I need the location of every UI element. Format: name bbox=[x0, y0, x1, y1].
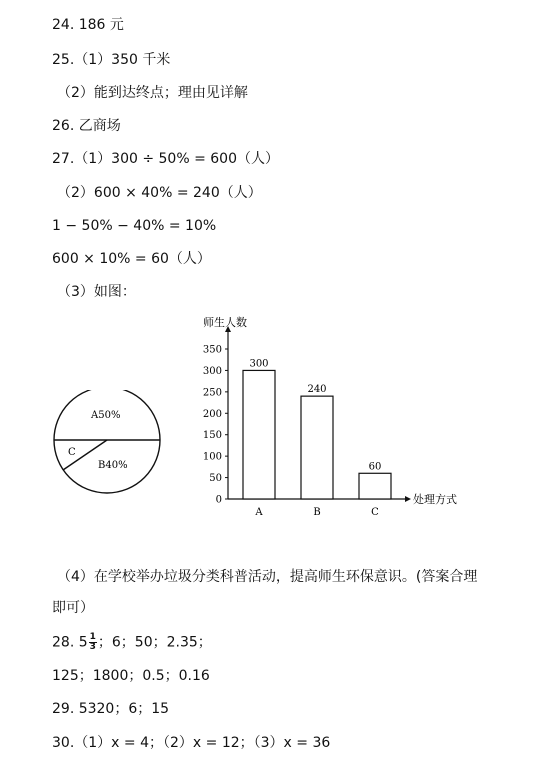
x-axis-arrow bbox=[405, 496, 411, 502]
y-axis-label: 师生人数 bbox=[203, 316, 247, 329]
answer-28-line2: 125；1800；0.5；0.16 bbox=[52, 668, 210, 684]
y-tick-label: 0 bbox=[215, 494, 222, 506]
answer-27-1: 27.（1）300 ÷ 50% = 600（人） bbox=[52, 151, 279, 167]
data-label-a: 300 bbox=[249, 358, 269, 370]
answer-28 bbox=[52, 633, 212, 652]
pie-chart bbox=[48, 390, 166, 498]
pie-label-a: A50% bbox=[91, 410, 121, 421]
fraction-numerator: 1 bbox=[89, 632, 96, 642]
y-tick-label: 300 bbox=[202, 365, 222, 377]
bar-a bbox=[243, 370, 275, 499]
y-tick-label: 50 bbox=[209, 473, 222, 485]
y-tick-label: 200 bbox=[202, 408, 222, 420]
y-tick-label: 250 bbox=[202, 387, 222, 399]
answer-28-rest: ；6；50；2.35； bbox=[97, 634, 212, 651]
answer-25-1: 25.（1）350 千米 bbox=[52, 52, 171, 68]
x-tick-label-c: C bbox=[371, 507, 379, 518]
fraction-denominator: 3 bbox=[89, 642, 96, 652]
answer-29: 29. 5320；6；15 bbox=[52, 701, 170, 717]
data-label-b: 240 bbox=[307, 384, 327, 396]
pie-label-c: C bbox=[68, 447, 76, 458]
answer-26: 26. 乙商场 bbox=[52, 118, 121, 134]
data-label-c: 60 bbox=[368, 461, 382, 473]
answer-28-prefix: 28. 5 bbox=[52, 634, 88, 651]
answer-28-fraction bbox=[89, 633, 97, 652]
x-tick-label-a: A bbox=[255, 507, 263, 518]
answer-27-2-step3: 600 × 10% = 60（人） bbox=[52, 251, 211, 267]
x-tick-label-b: B bbox=[313, 507, 321, 518]
bar-chart bbox=[190, 310, 480, 520]
answer-24: 24. 186 元 bbox=[52, 17, 124, 33]
answer-30: 30.（1）x = 4；（2）x = 12；（3）x = 36 bbox=[52, 735, 331, 751]
pie-label-b: B40% bbox=[98, 460, 128, 471]
answer-27-4-line2: 即可） bbox=[52, 600, 94, 616]
answer-27-4-line1: （4）在学校举办垃圾分类科普活动，提高师生环保意识。(答案合理 bbox=[57, 569, 478, 585]
y-tick-label: 150 bbox=[202, 430, 222, 442]
x-axis-label: 处理方式 bbox=[413, 493, 457, 506]
answer-27-3: （3）如图： bbox=[57, 284, 136, 300]
bar-b bbox=[301, 396, 333, 499]
pie-circle bbox=[54, 390, 160, 493]
answer-27-2: （2）600 × 40% = 240（人） bbox=[57, 185, 262, 201]
y-tick-label: 350 bbox=[202, 344, 222, 356]
bar-c bbox=[359, 473, 391, 499]
y-tick-label: 100 bbox=[202, 451, 222, 463]
answer-25-2: （2）能到达终点；理由见详解 bbox=[57, 85, 248, 101]
answer-27-2-step2: 1 − 50% − 40% = 10% bbox=[52, 218, 217, 234]
